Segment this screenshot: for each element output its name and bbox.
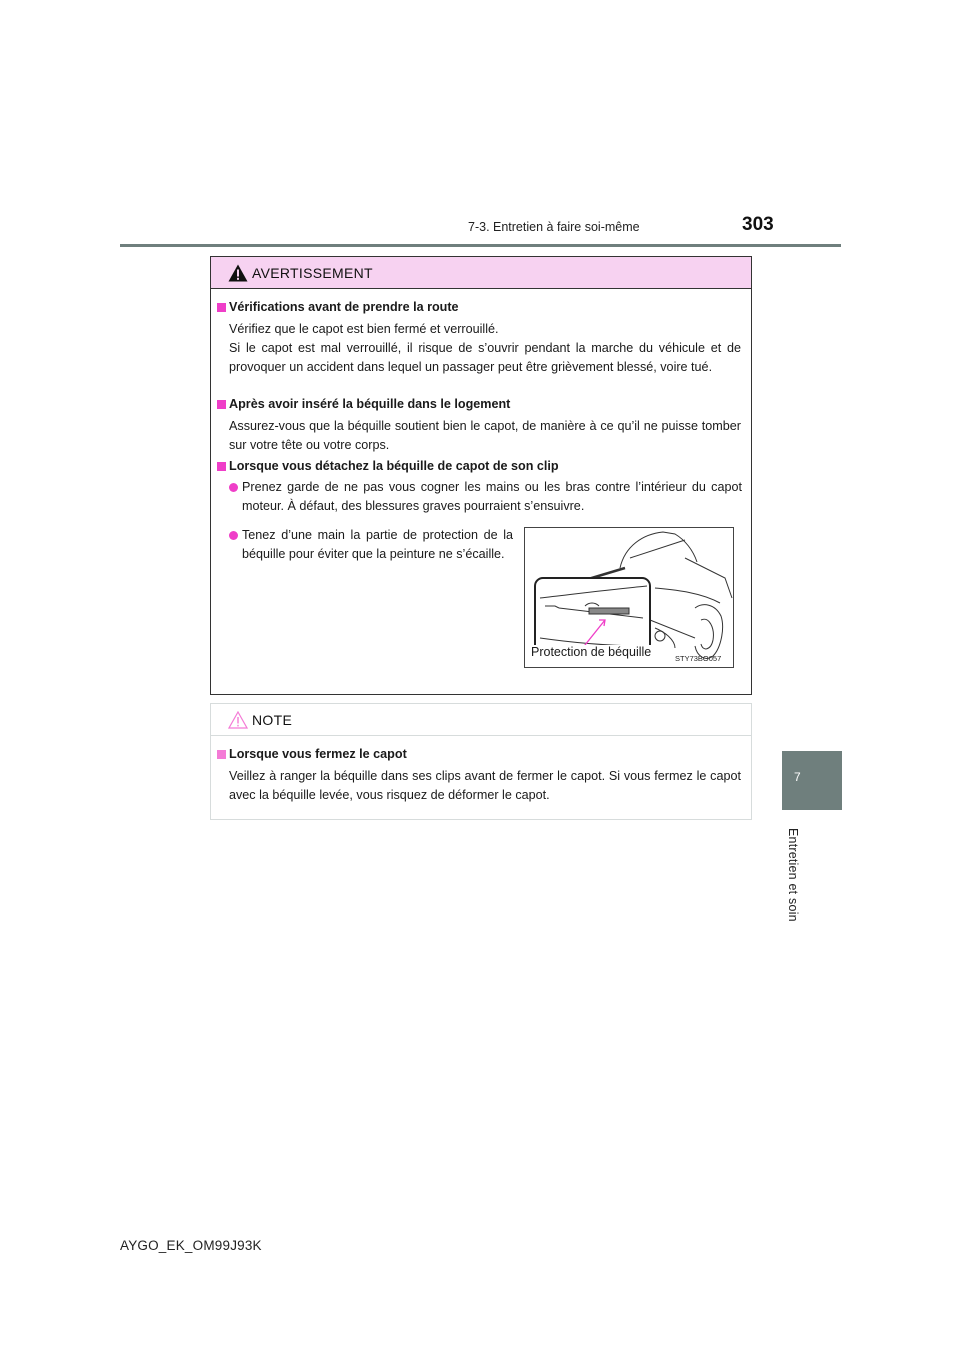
section-bullet-icon — [217, 462, 226, 471]
figure-caption: Protection de béquille — [531, 645, 652, 659]
warning-heading-3: Lorsque vous détachez la béquille de capot de son clip — [229, 459, 559, 473]
section-bullet-icon — [217, 750, 226, 759]
warning-text-2: Assurez-vous que la béquille soutient bien le capot, de manière à ce qu’il ne puisse tomber sur votre tête ou votre corps. — [229, 419, 741, 452]
warning-heading-2: Après avoir inséré la béquille dans le logement — [229, 397, 511, 411]
warning-triangle-icon — [228, 264, 248, 282]
note-text: Veillez à ranger la béquille dans ses clips avant de fermer le capot. Si vous fermez le capot avec la béquille levée, vous risquez de déformer le capot. — [229, 769, 741, 802]
warning-header — [211, 257, 751, 289]
caution-triangle-outline-icon — [228, 711, 248, 729]
header-divider — [120, 244, 841, 247]
warning-text-1a: Vérifiez que le capot est bien fermé et verrouillé. — [229, 322, 499, 336]
warning-heading-1: Vérifications avant de prendre la route — [229, 300, 459, 314]
bullet-dot-icon — [229, 531, 238, 540]
note-heading: Lorsque vous fermez le capot — [229, 747, 407, 761]
section-bullet-icon — [217, 400, 226, 409]
document-code: AYGO_EK_OM99J93K — [120, 1238, 262, 1253]
bullet-dot-icon — [229, 483, 238, 492]
chapter-label: Entretien et soin — [786, 828, 800, 922]
chapter-tab[interactable] — [782, 751, 842, 810]
section-title: 7-3. Entretien à faire soi-même — [468, 220, 640, 234]
note-title: NOTE — [252, 712, 293, 728]
warning-bullet-2: Tenez d’une main la partie de protection de la béquille pour éviter que la peinture ne s’écaille. — [242, 528, 513, 561]
page-number: 303 — [742, 214, 774, 235]
figure-code: STY73BO057 — [675, 654, 722, 663]
note-header — [211, 704, 751, 736]
warning-title: AVERTISSEMENT — [252, 265, 373, 281]
warning-text-1b: Si le capot est mal verrouillé, il risque de s’ouvrir pendant la marche du véhicule et de provoquer un accident dans lequel un passager peut être grièvement blessé, voire tué. — [229, 341, 741, 374]
warning-bullet-1: Prenez garde de ne pas vous cogner les mains ou les bras contre l’intérieur du capot moteur. À défaut, des blessures graves pourraient s’ensuivre. — [242, 480, 742, 513]
section-bullet-icon — [217, 303, 226, 312]
chapter-number: 7 — [794, 770, 801, 784]
